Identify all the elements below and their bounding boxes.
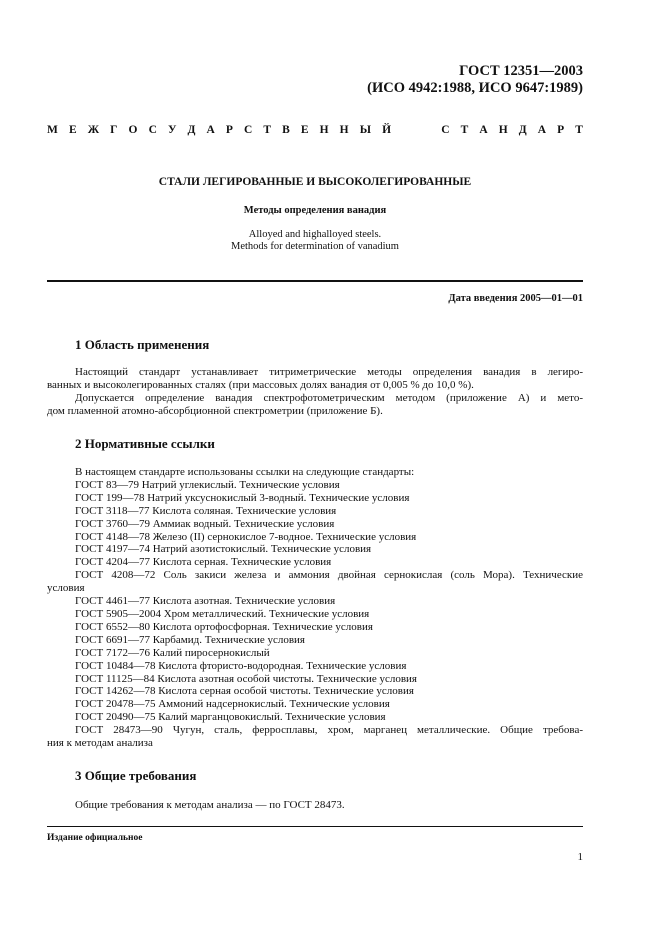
section-3-body — [47, 799, 583, 812]
section-2-body — [47, 466, 583, 750]
reference-item: ГОСТ 28473—90 Чугун, сталь, ферросплавы, хром, марганец металлические. Общие требова- — [75, 724, 583, 737]
banner-letter: Й — [382, 124, 392, 136]
banner-letter: Т — [575, 124, 583, 136]
reference-item: ГОСТ 7172—76 Калий пиросернокислый — [75, 646, 270, 659]
title-divider — [47, 280, 583, 282]
reference-item: ния к методам анализа — [47, 737, 153, 750]
reference-item: ГОСТ 6691—77 Карбамид. Технические условия — [75, 633, 305, 646]
section-1-para-2-line-2: дом пламенной атомно-абсорбционной спектрометрии (приложение Б). — [47, 404, 383, 417]
document-title: СТАЛИ ЛЕГИРОВАННЫЕ И ВЫСОКОЛЕГИРОВАННЫЕ — [158, 176, 472, 188]
banner-letter: Г — [110, 124, 118, 136]
banner-letter: Н — [339, 124, 349, 136]
reference-item: ГОСТ 199—78 Натрий уксуснокислый 3-водный. Технические условия — [75, 491, 410, 504]
reference-item: ГОСТ 10484—78 Кислота фтористо-водородная. Технические условия — [75, 659, 407, 672]
official-edition-label: Издание официальное — [47, 833, 143, 843]
document-subtitle: Методы определения ванадия — [243, 205, 387, 216]
banner-letter: Ж — [87, 124, 100, 136]
banner-letter: Н — [319, 124, 329, 136]
banner-letter: Н — [498, 124, 508, 136]
section-2-intro: В настоящем стандарте использованы ссылки на следующие стандарты: — [75, 466, 415, 478]
banner-letter: С — [244, 124, 253, 136]
reference-item: ГОСТ 4461—77 Кислота азотная. Технические условия — [75, 595, 336, 608]
banner-letter: Т — [460, 124, 469, 136]
section-1-para-1-line-1: Настоящий стандарт устанавливает титриметрические методы определения ванадия в легиро- — [75, 366, 583, 378]
banner-letter: Р — [225, 124, 233, 136]
banner-letter: Р — [557, 124, 565, 136]
banner-letter: О — [128, 124, 138, 136]
iso-equivalents: (ИСО 4942:1988, ИСО 9647:1989) — [367, 80, 583, 96]
banner-letter: Т — [263, 124, 272, 136]
interstate-standard-banner — [47, 123, 583, 137]
section-2-heading: 2 Нормативные ссылки — [75, 436, 215, 451]
reference-item: ГОСТ 3760—79 Аммиак водный. Технические условия — [75, 517, 335, 530]
reference-item: ГОСТ 4204—77 Кислота серная. Технические условия — [75, 556, 332, 569]
reference-item: условия — [47, 582, 85, 595]
banner-letter: М — [47, 124, 58, 136]
reference-item: ГОСТ 20490—75 Калий марганцовокислый. Технические условия — [75, 711, 386, 724]
reference-item: ГОСТ 20478—75 Аммоний надсернокислый. Технические условия — [75, 698, 390, 711]
banner-letter: В — [282, 124, 290, 136]
banner-letter: Е — [68, 124, 77, 136]
banner-letter: А — [206, 124, 215, 136]
reference-item: ГОСТ 14262—78 Кислота серная особой чистоты. Технические условия — [75, 685, 414, 698]
reference-item: ГОСТ 83—79 Натрий углекислый. Технические условия — [75, 478, 340, 491]
banner-letter: С — [441, 124, 450, 136]
banner-letter: А — [537, 124, 547, 136]
reference-item: ГОСТ 3118—77 Кислота соляная. Технические условия — [75, 504, 337, 517]
section-3-text: Общие требования к методам анализа — по ГОСТ 28473. — [75, 799, 345, 811]
banner-letter: Д — [187, 124, 196, 136]
reference-item: ГОСТ 4208—72 Соль закиси железа и аммония двойная сернокислая (соль Мора). Технические — [75, 569, 583, 582]
section-3-heading: 3 Общие требования — [75, 768, 197, 783]
english-title-line-1: Alloyed and highalloyed steels. — [248, 229, 382, 240]
banner-letter: Е — [300, 124, 309, 136]
banner-letter: Ы — [359, 124, 371, 136]
reference-item: ГОСТ 5905—2004 Хром металлический. Технические условия — [75, 607, 370, 620]
standard-designation: ГОСТ 12351—2003 — [459, 63, 583, 79]
reference-item: ГОСТ 11125—84 Кислота азотная особой чистоты. Технические условия — [75, 672, 417, 685]
section-1-para-2-line-1: Допускается определение ванадия спектрофотометрическим методом (приложение А) и мето- — [75, 391, 583, 404]
reference-item: ГОСТ 6552—80 Кислота ортофосфорная. Технические условия — [75, 620, 373, 633]
page-number: 1 — [577, 851, 583, 863]
banner-letter: У — [167, 124, 177, 136]
banner-letter: Д — [518, 124, 527, 136]
reference-item: ГОСТ 4148—78 Железо (II) сернокислое 7-водное. Технические условия — [75, 530, 417, 543]
english-title-line-2: Methods for determination of vanadium — [231, 241, 399, 252]
section-1-para-1-line-2: ванных и высоколегированных сталях (при массовых долях ванадия от 0,005 % до 10,0 %). — [47, 378, 474, 391]
banner-letter: А — [479, 124, 488, 136]
banner-letter: С — [148, 124, 157, 136]
reference-item: ГОСТ 4197—74 Натрий азотистокислый. Технические условия — [75, 543, 372, 556]
introduction-date: Дата введения 2005—01—01 — [448, 293, 583, 304]
normative-references-list — [47, 479, 583, 750]
footer-divider — [47, 826, 583, 827]
section-1-body — [47, 366, 583, 418]
section-1-heading: 1 Область применения — [75, 337, 210, 352]
